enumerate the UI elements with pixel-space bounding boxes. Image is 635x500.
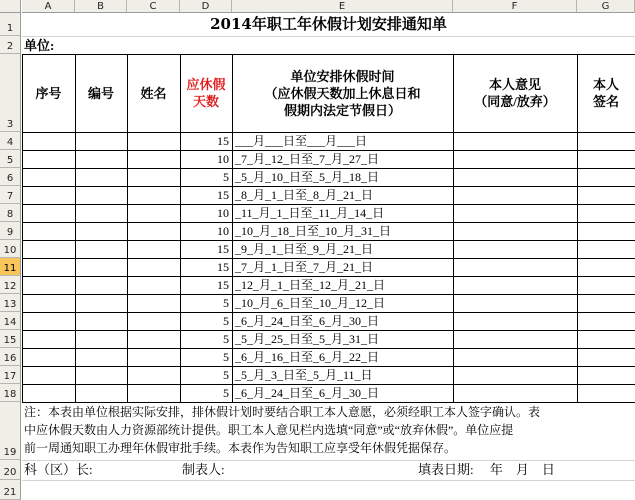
period-cell[interactable]: _6_月_16_日至_6_月_22_日 <box>235 350 380 364</box>
header-opinion <box>453 54 577 132</box>
footer-maker: 制表人: <box>182 462 225 477</box>
period-cell[interactable]: _6_月_24_日至_6_月_30_日 <box>235 386 380 400</box>
column-header[interactable]: B <box>75 0 127 13</box>
days-cell[interactable]: 10 <box>217 206 229 220</box>
column-header[interactable]: E <box>232 0 453 13</box>
row-header[interactable]: 2 <box>0 36 21 54</box>
days-cell[interactable]: 15 <box>217 278 229 292</box>
period-cell[interactable]: _10_月_18_日至_10_月_31_日 <box>235 224 392 238</box>
header-sign <box>577 54 635 132</box>
header-seq: 序号 <box>35 85 62 101</box>
column-header[interactable]: G <box>577 0 635 13</box>
days-cell[interactable]: 15 <box>217 134 229 148</box>
period-cell[interactable]: _7_月_12_日至_7_月_27_日 <box>235 152 380 166</box>
header-name: 姓名 <box>140 85 167 101</box>
row-header[interactable]: 16 <box>0 348 21 366</box>
row-header[interactable]: 20 <box>0 460 21 480</box>
days-cell[interactable]: 5 <box>223 386 229 400</box>
column-header[interactable]: F <box>453 0 577 13</box>
days-cell[interactable]: 5 <box>223 332 229 346</box>
column-header[interactable]: C <box>127 0 180 13</box>
row-header[interactable]: 17 <box>0 366 21 384</box>
row-header[interactable]: 11 <box>0 258 21 276</box>
days-cell[interactable]: 10 <box>217 224 229 238</box>
header-opinion-line1: 本人意见 <box>488 77 541 92</box>
row-header[interactable]: 1 <box>0 13 21 36</box>
header-period-line2: （应休假天数加上休息日和 <box>264 85 421 101</box>
days-cell[interactable]: 5 <box>223 314 229 328</box>
row-header[interactable]: 7 <box>0 186 21 204</box>
row-header[interactable]: 12 <box>0 276 21 294</box>
period-cell[interactable]: _7_月_1_日至_7_月_21_日 <box>235 260 374 274</box>
days-cell[interactable]: 10 <box>217 152 229 166</box>
note-line: 前一周通知职工办理年休假审批手续。本表作为告知职工应享受年休假凭据保存。 <box>24 441 457 455</box>
period-cell[interactable]: _5_月_25_日至_5_月_31_日 <box>235 332 380 346</box>
note-line: 注：本表由单位根据实际安排，排休假计划时要结合职工本人意愿，必须经职工本人签字确认。表 <box>24 405 541 419</box>
header-days-line2: 天数 <box>192 94 219 109</box>
row-header[interactable]: 9 <box>0 222 21 240</box>
unit-label: 单位: <box>24 37 55 53</box>
note-block <box>24 403 632 459</box>
column-header[interactable]: D <box>180 0 232 13</box>
gridline <box>22 480 635 481</box>
row-header[interactable]: 15 <box>0 330 21 348</box>
header-period-line1: 单位安排休假时间 <box>290 68 395 84</box>
gridline <box>22 36 635 37</box>
header-num: 编号 <box>87 85 114 101</box>
days-cell[interactable]: 5 <box>223 170 229 184</box>
header-period <box>232 54 453 132</box>
footer-dept: 科（区）长: <box>24 462 93 477</box>
row-header[interactable]: 6 <box>0 168 21 186</box>
period-cell[interactable]: _6_月_24_日至_6_月_30_日 <box>235 314 380 328</box>
period-cell[interactable]: _10_月_6_日至_10_月_12_日 <box>235 296 386 310</box>
row-header[interactable]: 3 <box>0 54 21 132</box>
header-opinion-line2: （同意/放弃） <box>474 94 556 109</box>
header-period-line3: 假期内法定节假日） <box>283 102 401 118</box>
period-cell[interactable]: _5_月_10_日至_5_月_18_日 <box>235 170 380 184</box>
row-header[interactable]: 4 <box>0 132 21 150</box>
column-header[interactable]: A <box>22 0 75 13</box>
days-cell[interactable]: 5 <box>223 368 229 382</box>
period-cell[interactable]: _11_月_1_日至_11_月_14_日 <box>235 206 385 220</box>
sheet-title: 2014年职工年休假计划安排通知单 <box>210 15 447 33</box>
note-line: 中应休假天数由人力资源部统计提供。职工本人意见栏内选填“同意”或“放弃休假”。单位应提 <box>24 423 514 437</box>
days-cell[interactable]: 15 <box>217 260 229 274</box>
days-cell[interactable]: 5 <box>223 296 229 310</box>
period-cell[interactable]: _5_月_3_日至_5_月_11_日 <box>235 368 373 382</box>
select-all-corner[interactable] <box>0 0 21 13</box>
header-days <box>180 54 232 132</box>
row-header[interactable]: 14 <box>0 312 21 330</box>
period-cell[interactable]: _8_月_1_日至_8_月_21_日 <box>235 188 374 202</box>
header-sign-line1: 本人 <box>592 77 619 92</box>
row-header[interactable]: 18 <box>0 384 21 402</box>
row-header[interactable]: 21 <box>0 480 21 500</box>
row-header[interactable]: 10 <box>0 240 21 258</box>
row-header[interactable]: 13 <box>0 294 21 312</box>
header-days-line1: 应休假 <box>186 77 226 92</box>
days-cell[interactable]: 5 <box>223 350 229 364</box>
row-header[interactable]: 8 <box>0 204 21 222</box>
header-sign-line2: 签名 <box>592 94 619 109</box>
row-header[interactable]: 19 <box>0 402 21 460</box>
days-cell[interactable]: 15 <box>217 242 229 256</box>
period-cell[interactable]: _12_月_1_日至_12_月_21_日 <box>235 278 386 292</box>
footer-date: 填表日期: 年 月 日 <box>418 462 555 477</box>
period-cell[interactable]: ___月___日至___月___日 <box>235 134 368 148</box>
period-cell[interactable]: _9_月_1_日至_9_月_21_日 <box>235 242 374 256</box>
days-cell[interactable]: 15 <box>217 188 229 202</box>
row-header[interactable]: 5 <box>0 150 21 168</box>
